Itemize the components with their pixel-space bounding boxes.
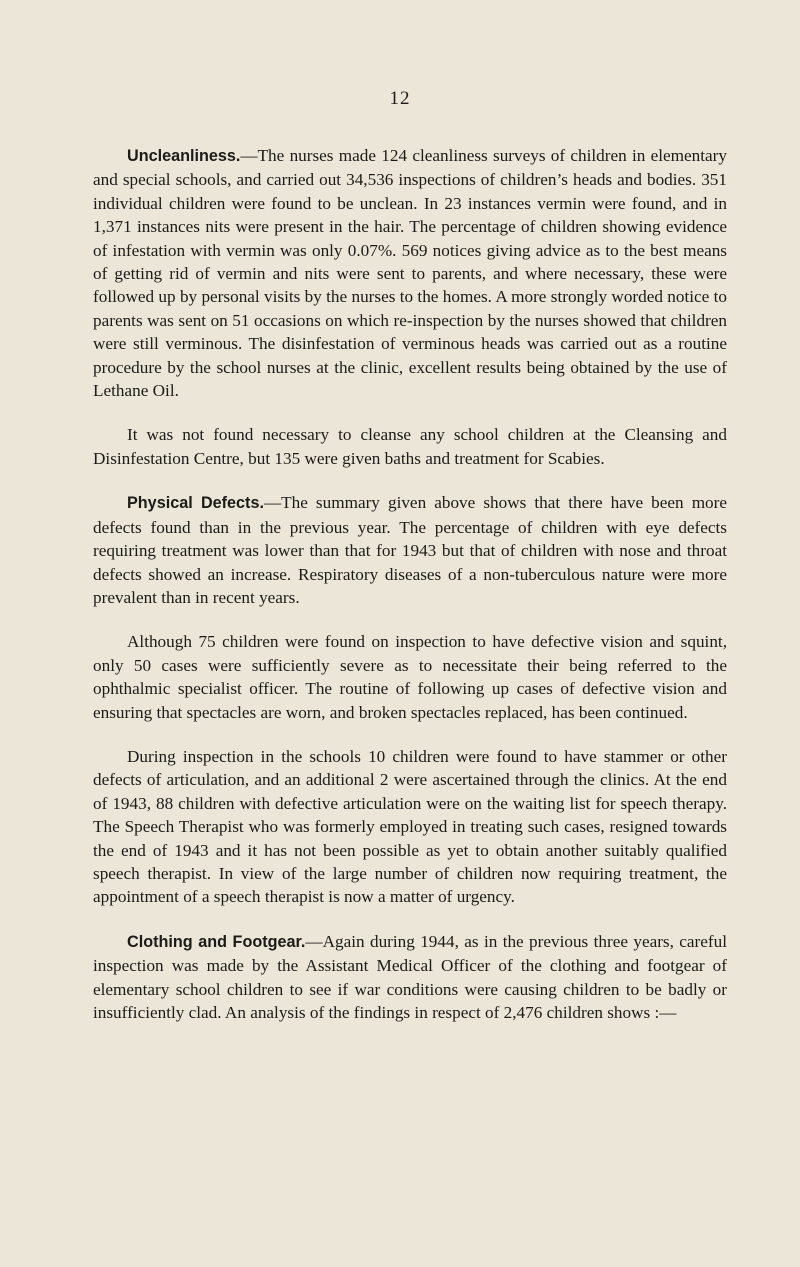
section-heading-physical-defects: Physical Defects. [127, 494, 264, 513]
paragraph-speech-therapy: During inspection in the schools 10 children were found to have stammer or other defects of articulation, and an additional 2 were ascertained through the clinics. At the end of 1943, 88 children with defective articulation were on the waiting list for speech therapy. The Speech Therapist who was formerly employed in treating such cases, resigned towards the end of 1943 and it has not been possible as yet to obtain another suitably qualified speech therapist. In view of the large number of children now requiring treatment, the appointment of a speech therapist is now a matter of urgency. [93, 746, 727, 907]
section-heading-uncleanliness: Uncleanliness. [127, 147, 241, 165]
paragraph-physical-defects [93, 491, 727, 609]
paragraph-uncleanliness [93, 144, 727, 402]
body-text [93, 144, 727, 1045]
paragraph-cleansing-centre: It was not found necessary to cleanse any school children at the Cleansing and Disinfestation Centre, but 135 were given baths and treatment for Scabies. [93, 425, 727, 468]
paragraph-text: —The summary given above shows that there have been more defects found than in the previous year. The percentage of children with eye defects requiring treatment was lower than that for 1943 but that of children with nose and throat defects showed an increase. Respiratory diseases of a non-tuberculous nature were more prevalent than in recent years. [93, 493, 728, 607]
paragraph-text: —Again during 1944, as in the previous three years, careful inspection was made by the Assistant Medical Officer of the clothing and footgear of elementary school children to see if war conditions were causing children to be badly or insufficiently clad. An analysis of the findings in respect of 2,476 children shows :— [93, 931, 727, 1022]
paragraph-defective-vision: Although 75 children were found on inspection to have defective vision and squint, only 50 cases were sufficiently severe as to necessitate their being referred to the ophthalmic specialist officer. The routine of following up cases of defective vision and ensuring that spectacles are worn, and broken spectacles replaced, has been continued. [93, 632, 727, 722]
paragraph-text: —The nurses made 124 cleanliness surveys of children in elementary and special schools, and carried out 34,536 inspections of children’s heads and bodies. 351 individual children were found to be unclean. In 23 instances vermin were found, and in 1,371 instances nits were present in the hair. The percentage of children showing evidence of infestation with vermin was only 0.07%. 569 notices giving advice as to the best means of getting rid of vermin and nits were sent to parents, and where necessary, these were followed up by personal visits by the nurses to the homes. A more strongly worded notice to parents was sent on 51 occasions on which re-inspection by the nurses showed that children were still verminous. The disinfestation of verminous heads was carried out as a routine procedure by the school nurses at the clinic, excellent results being obtained by the use of Lethane Oil. [93, 146, 727, 401]
section-heading-clothing-footgear: Clothing and Footgear. [127, 932, 306, 951]
page-number: 12 [389, 88, 411, 109]
paragraph-clothing-footgear [93, 930, 727, 1025]
